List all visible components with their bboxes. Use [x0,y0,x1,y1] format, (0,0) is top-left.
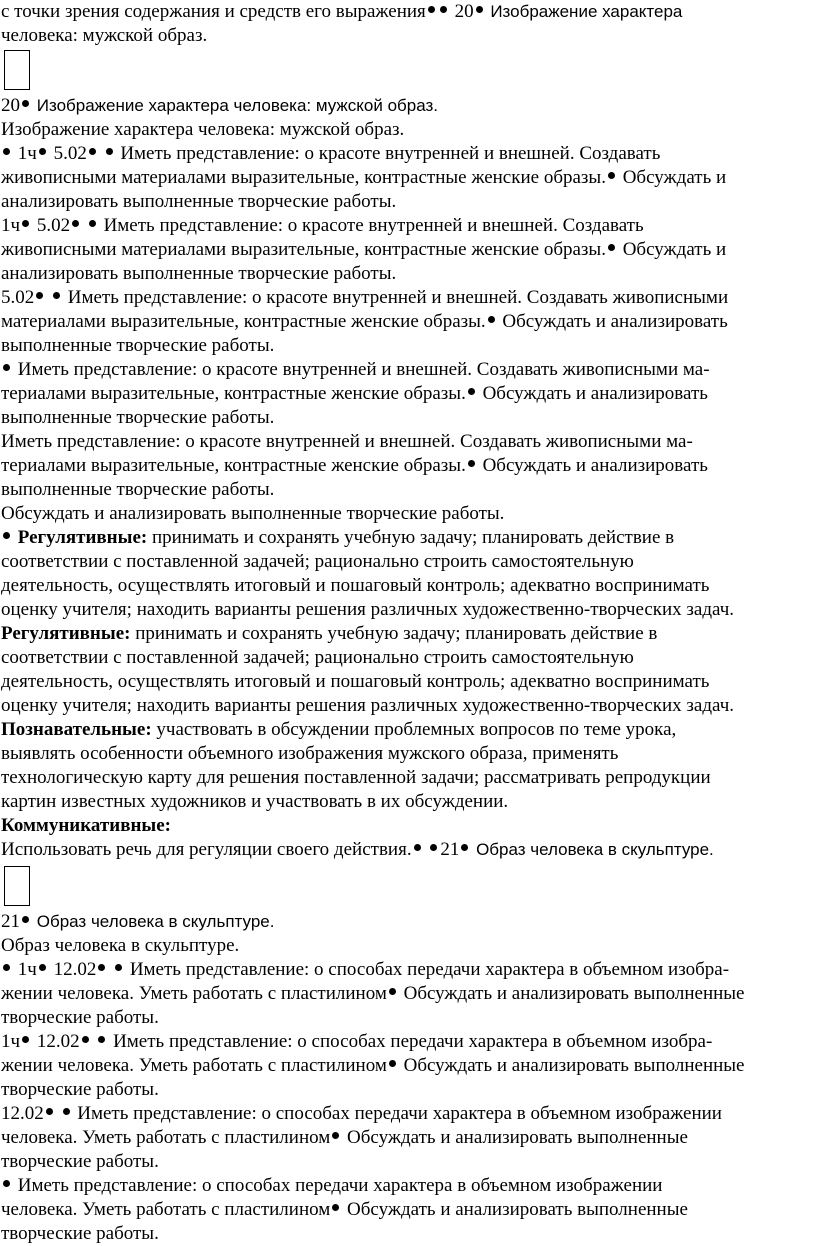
text-line: жении человека. Уметь работать с пластилином Обсуждать и анализировать выполненные [1,983,745,1004]
bullet-icon [39,964,46,971]
text-line: выполненные творческие работы. [1,479,275,500]
text-line: живописными материалами выразительные, контрастные женские образы. Обсуждать и [1,167,727,188]
bullet-icon [63,1108,70,1115]
text-line: с точки зрения содержания и средств его выражения 20 Изображение характера [1,1,683,22]
bullet-icon [389,988,396,995]
text-line: 5.02 Иметь представление: о красоте внутренней и внешней. Создавать живописными [1,287,729,308]
text-line: анализировать выполненные творческие работы. [1,263,397,284]
text-line: 1ч 5.02 Иметь представление: о красоте внутренней и внешней. Создавать [1,215,644,236]
text-line: 12.02 Иметь представление: о способах передачи характера в объемном изображении [1,1103,722,1124]
bullet-icon [36,292,43,299]
text-line: жении человека. Уметь работать с пластилином Обсуждать и анализировать выполненные [1,1055,745,1076]
empty-table-cell [4,866,30,906]
bullet-icon [476,6,483,13]
text-line: картин известных художников и участвовать в их обсуждении. [1,791,509,812]
bullet-icon [428,6,435,13]
bullet-icon [608,244,615,251]
text-line: человека. Уметь работать с пластилином Обсуждать и анализировать выполненные [1,1127,688,1148]
bullet-icon [39,148,46,155]
text-line: соответствии с поставленной задачей; рационально строить самостоятельную [1,551,634,572]
bullet-icon [3,364,10,371]
text-line: Познавательные: участвовать в обсуждении проблемных вопросов по теме урока, [1,719,677,740]
bullet-icon [22,916,29,923]
bullet-icon [22,100,29,107]
bullet-icon [82,1036,89,1043]
bullet-icon [468,460,475,467]
text-line: технологическую карту для решения поставленной задачи; рассматривать репродукции [1,767,711,788]
text-line: оценку учителя; находить варианты решения различных художественно-творческих задач. [1,695,735,716]
bullet-icon [389,1060,396,1067]
text-line: творческие работы. [1,1151,159,1172]
bullet-icon [332,1204,339,1211]
bullet-icon [89,148,96,155]
bullet-icon [440,6,447,13]
bullet-icon [98,964,105,971]
text-line: выполненные творческие работы. [1,407,275,428]
text-line: деятельность, осуществлять итоговый и пошаговый контроль; адекватно воспринимать [1,671,710,692]
text-line: 1ч 12.02 Иметь представление: о способах передачи характера в объемном изобра- [1,1031,713,1052]
text-line: териалами выразительные, контрастные женские образы. Обсуждать и анализировать [1,383,708,404]
bullet-icon [22,220,29,227]
text-line: Изображение характера человека: мужской образ. [1,119,405,140]
bullet-icon [115,964,122,971]
bullet-icon [98,1036,105,1043]
text-line: творческие работы. [1,1007,159,1028]
text-line: творческие работы. [1,1079,159,1100]
text-line: 20 Изображение характера человека: мужской образ. [1,95,439,116]
text-line: 1ч 5.02 Иметь представление: о красоте внутренней и внешней. Создавать [1,142,660,166]
text-line: териалами выразительные, контрастные женские образы. Обсуждать и анализировать [1,455,708,476]
bullet-icon [3,1180,10,1187]
bullet-icon [461,844,468,851]
empty-table-cell [4,50,30,90]
text-line: материалами выразительные, контрастные женские образы. Обсуждать и анализировать [1,311,728,332]
bullet-icon [106,148,113,155]
bullet-icon [72,220,79,227]
text-line: Регулятивные: принимать и сохранять учебную задачу; планировать действие в [1,623,658,644]
text-line: Образ человека в скульптуре. [1,935,240,956]
bullet-icon [468,388,475,395]
text-line: Обсуждать и анализировать выполненные творческие работы. [1,503,505,524]
text-line: выполненные творческие работы. [1,335,275,356]
bullet-icon [53,292,60,299]
bullet-icon [430,844,437,851]
text-line: 1ч 12.02 Иметь представление: о способах передачи характера в объемном изобра- [1,958,729,982]
text-line: Коммуникативные: [1,815,171,836]
bullet-icon [3,532,10,539]
bullet-icon [488,316,495,323]
bullet-icon [3,964,10,971]
text-line: творческие работы. [1,1223,159,1244]
text-line: живописными материалами выразительные, контрастные женские образы. Обсуждать и [1,239,727,260]
text-line: соответствии с поставленной задачей; рационально строить самостоятельную [1,647,634,668]
text-line: Регулятивные: принимать и сохранять учебную задачу; планировать действие в [1,526,674,550]
bullet-icon [414,844,421,851]
text-line: анализировать выполненные творческие работы. [1,191,397,212]
bullet-icon [22,1036,29,1043]
text-line: Иметь представление: о красоте внутренней и внешней. Создавать живописными ма- [1,431,693,452]
text-line: оценку учителя; находить варианты решения различных художественно-творческих задач. [1,599,735,620]
bullet-icon [46,1108,53,1115]
bullet-icon [332,1132,339,1139]
bullet-icon [3,148,10,155]
text-line: Иметь представление: о красоте внутренней и внешней. Создавать живописными ма- [1,358,710,382]
text-line: человека. Уметь работать с пластилином Обсуждать и анализировать выполненные [1,1199,688,1220]
text-line: 21 Образ человека в скульптуре. [1,911,275,932]
bullet-icon [608,172,615,179]
text-line: деятельность, осуществлять итоговый и пошаговый контроль; адекватно воспринимать [1,575,710,596]
text-line: Использовать речь для регуляции своего действия. 21 Образ человека в скульптуре. [1,839,714,860]
text-line: Иметь представление: о способах передачи характера в объемном изображении [1,1174,662,1198]
text-line: человека: мужской образ. [1,25,208,46]
bullet-icon [89,220,96,227]
text-line: выявлять особенности объемного изображения мужского образа, применять [1,743,619,764]
